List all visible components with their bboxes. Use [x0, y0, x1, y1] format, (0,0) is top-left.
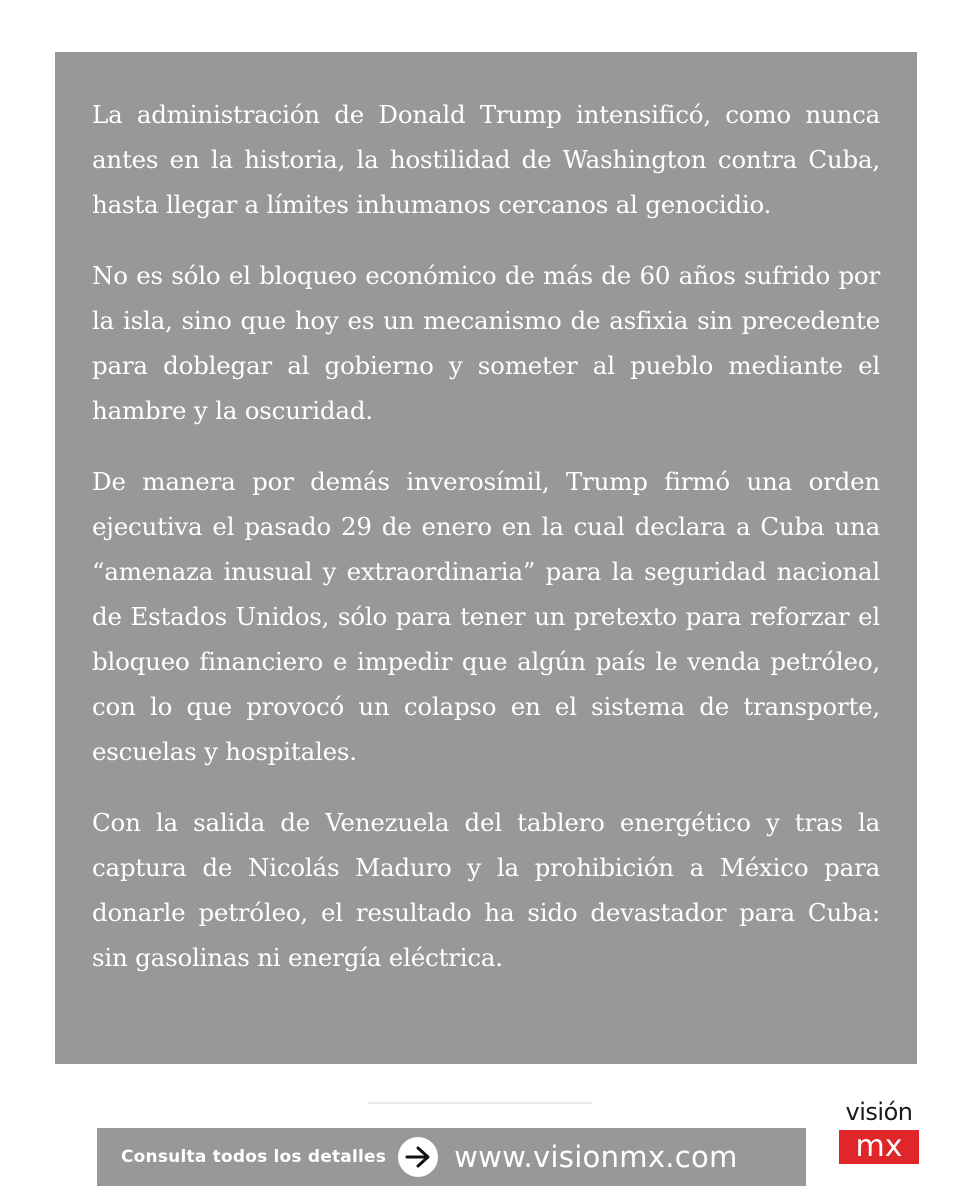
details-cta-bar[interactable]	[97, 1128, 806, 1186]
article-paragraph-2: No es sólo el bloqueo económico de más de 60 años sufrido por la isla, sino que hoy es un mecanismo de asfixia sin precedente para doblegar al gobierno y someter al pueblo mediante el hambre y la oscuridad.	[92, 261, 880, 425]
article-paragraph-4: Con la salida de Venezuela del tablero energético y tras la captura de Nicolás Maduro y la prohibición a México para donarle petróleo, el resultado ha sido devastador para Cuba: sin gasolinas ni energía eléctrica.	[92, 808, 880, 972]
arrow-right-icon[interactable]	[398, 1137, 438, 1177]
divider	[368, 1102, 592, 1104]
cta-label: Consulta todos los detalles	[121, 1147, 387, 1167]
logo-wordmark-top: visión	[845, 1098, 913, 1126]
article-paragraph-1: La administración de Donald Trump intensificó, como nunca antes en la historia, la hostilidad de Washington contra Cuba, hasta llegar a límites inhumanos cercanos al genocidio.	[92, 100, 880, 219]
logo-wordmark-box: mx	[839, 1130, 919, 1164]
article-paragraph-3: De manera por demás inverosímil, Trump firmó una orden ejecutiva el pasado 29 de enero en la cual declara a Cuba una “amenaza inusual y extraordinaria” para la seguridad nacional de Estados Unidos, sólo para tener un pretexto para reforzar el bloqueo financiero e impedir que algún país le venda petróleo, con lo que provocó un colapso en el sistema de transporte, escuelas y hospitales.	[92, 467, 880, 766]
website-link[interactable]: www.visionmx.com	[454, 1140, 738, 1174]
article-card	[55, 52, 917, 1064]
visionmx-logo	[836, 1098, 922, 1164]
